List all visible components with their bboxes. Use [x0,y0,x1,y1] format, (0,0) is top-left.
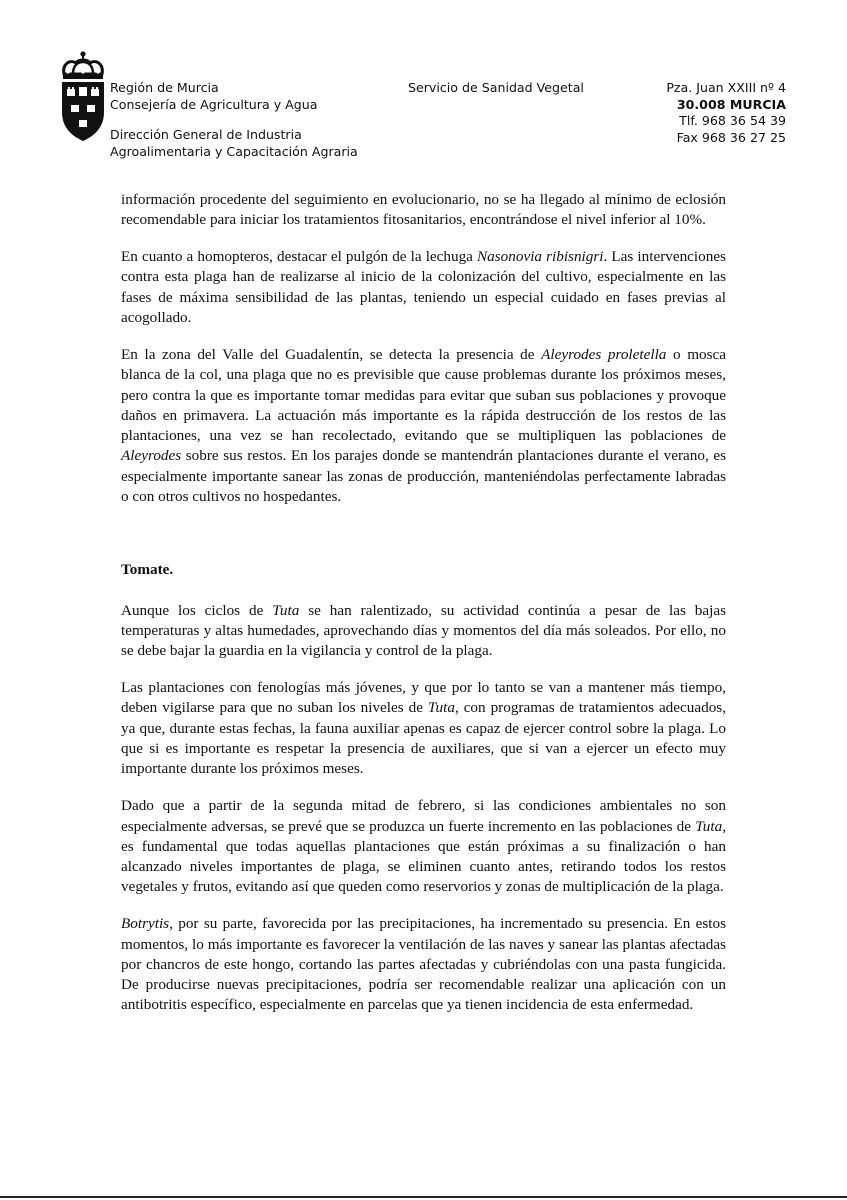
species-name: Aleyrodes [121,447,182,465]
paragraph-aleyrodes: En la zona del Valle del Guadalentín, se detecta la presencia de Aleyrodes proletella o mosca blanca de la col, una plaga que no es previsible que cause problemas durante los próximos meses, pero contra la que es importante tomar medidas para evitar que suban sus poblaciones y provoque daños en primavera. La actuación más importante es la rápida destrucción de los restos de las plantaciones, una vez se han recolectado, evitando que se multipliquen las poblaciones de Aleyrodes sobre sus restos. En los parajes donde se mantendrán plantaciones durante el verano, es especialmente importante sanear las zonas de producción, manteniéndolas perfectamente labradas o con otros cultivos no hospedantes. [121,345,726,506]
paragraph-evolucionario: información procedente del seguimiento en evolucionario, no se ha llegado al mínimo de eclosión recomendable para iniciar los tratamientos fitosanitarios, encontrándose el nivel inferior al 10%. [121,191,726,229]
service-name: Servicio de Sanidad Vegetal [408,80,584,95]
address-city: 30.008 MURCIA [676,96,786,112]
species-name: Nasonovia ribisnigri [477,248,604,266]
region-murcia-coat-of-arms-icon [58,50,108,142]
address-block [620,80,786,146]
species-name: Botrytis [121,915,170,933]
address-street: Pza. Juan XXIII nº 4 [666,80,786,95]
paragraph-febrero: Dado que a partir de la segunda mitad de febrero, si las condiciones ambientales no son especialmente adversas, se prevé que se produzca un fuerte incremento en las poblaciones de Tuta, es fundamental que todas aquellas plantaciones que están próximas a su finalización o han alcanzado niveles importantes de plaga, se eliminen cuanto antes, retirando todos los restos vegetales y frutos, evitando así que queden como reservorios y zonas de multiplicación de la plaga. [121,797,726,896]
section-heading-tomate: Tomate. [121,561,174,579]
fax-number: Fax 968 36 27 25 [676,129,786,145]
paragraph-plantaciones: Las plantaciones con fenologías más jóvenes, y que por lo tanto se van a mantener más tiempo, deben vigilarse para que no suban los niveles de Tuta, con programas de tratamientos adecuados, ya que, durante estas fechas, la fauna auxiliar apenas es capaz de ejercer control sobre la plaga. Lo que si es importante es respetar la presencia de auxiliares, que si van a ejercer un efecto muy importante durante los próximos meses. [121,679,726,778]
paragraph-tuta-activity: Aunque los ciclos de Tuta se han ralentizado, su actividad continúa a pesar de las bajas temperaturas y altas humedades, aprovechando días y momentos del día más soleados. Por ello, no se debe bajar la guardia en la vigilancia y control de la plaga. [121,601,726,660]
org-line-region: Región de Murcia [110,80,219,95]
phone-number: Tlf. 968 36 54 39 [679,113,786,128]
page-bottom-rule [0,1196,847,1198]
org-line-directorate: Dirección General de Industria [110,127,302,142]
org-line-directorate-cont: Agroalimentaria y Capacitación Agraria [110,143,358,159]
org-line-department: Consejería de Agricultura y Agua [110,96,318,112]
paragraph-botrytis: Botrytis, por su parte, favorecida por las precipitaciones, ha incrementado su presencia. En estos momentos, lo más importante es favorecer la ventilación de las naves y sanear las plantas afectadas por chancros de este hongo, cortando las partes afectadas y cubriéndolas con una pasta fungicida. De producirse nuevas precipitaciones, podría ser recomendable realizar una aplicación con un antibotritis específico, especialmente en parcelas que ya tienen incidencia de esta enfermedad. [121,915,726,1014]
species-name: Aleyrodes proletella [541,345,667,363]
species-name: Tuta [427,699,455,717]
paragraph-homopteros: En cuanto a homopteros, destacar el pulgón de la lechuga Nasonovia ribisnigri. Las intervenciones contra esta plaga han de realizarse al inicio de la colonización del cultivo, especialmente en las fases de máxima sensibilidad de las plantas, teniendo un especial cuidado en fases previas al acogollado. [121,248,726,327]
species-name: Tuta [272,601,300,619]
species-name: Tuta [695,817,723,835]
organization-block [110,80,358,160]
document-body [121,190,726,1032]
